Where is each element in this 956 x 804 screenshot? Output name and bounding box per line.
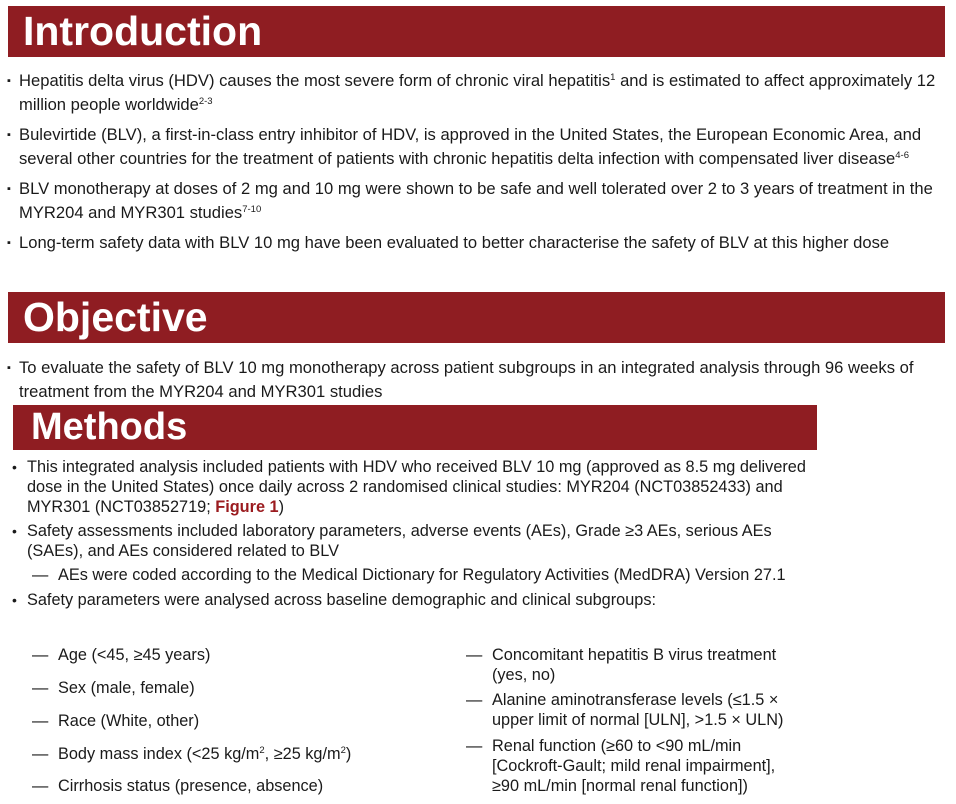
- list-item: ▪ Bulevirtide (BLV), a first-in-class entry inhibitor of HDV, is approved in the United States, the European Economic Area, and several other countries for the treatment of patients with chronic hepatitis delta infection with compensated liver disease$^{4-6}$: [7, 125, 922, 168]
- bullet-icon: ▪: [7, 129, 11, 141]
- dash-icon: —: [32, 566, 49, 584]
- list-item: • Safety assessments included laboratory parameters, adverse events (AEs), Grade ≥3 AEs, serious AEs (SAEs), and AEs considered related to BLV: [12, 522, 772, 560]
- introduction-banner: [8, 6, 945, 57]
- list-item: • Safety parameters were analysed across baseline demographic and clinical subgroups:: [12, 591, 656, 609]
- methods-heading: Methods: [31, 406, 188, 448]
- bullet-icon: ▪: [7, 183, 11, 195]
- methods-list: [0, 457, 820, 614]
- bullet-icon: •: [12, 592, 17, 608]
- introduction-list: [0, 69, 956, 261]
- list-item: • This integrated analysis included patients with HDV who received BLV 10 mg (approved as 8.5 mg delivered dose in the United States) once daily across 2 randomised clinical studies: MYR204 (NCT03852433) and MYR301 (NCT03852719; Figure 1): [12, 458, 806, 516]
- dash-icon: —: [32, 777, 49, 795]
- dash-icon: —: [32, 646, 49, 664]
- bullet-icon: •: [12, 459, 17, 475]
- bullet-icon: ▪: [7, 237, 11, 249]
- objective-heading: Objective: [23, 294, 208, 340]
- dash-icon: —: [466, 646, 483, 664]
- bullet-icon: ▪: [7, 362, 11, 374]
- list-item: ▪ BLV monotherapy at doses of 2 mg and 10 mg were shown to be safe and well tolerated over 2 to 3 years of treatment in the MYR204 and MYR301 studies$^{7-10}$: [7, 179, 933, 222]
- dash-icon: —: [32, 679, 49, 697]
- dash-icon: —: [466, 691, 483, 709]
- sub-list-item: — AEs were coded according to the Medical Dictionary for Regulatory Activities (MedDRA) Version 27.1: [32, 566, 786, 584]
- dash-icon: —: [32, 745, 49, 763]
- list-item: ▪ To evaluate the safety of BLV 10 mg monotherapy across patient subgroups in an integrated analysis through 96 weeks of treatment from the MYR204 and MYR301 studies: [7, 358, 914, 401]
- list-item: ▪ Hepatitis delta virus (HDV) causes the most severe form of chronic viral hepatitis$^1$ and is estimated to affect approximately 12 million people worldwide$^{2-3}$: [7, 71, 936, 114]
- dash-icon: —: [32, 712, 49, 730]
- list-item: ▪ Long-term safety data with BLV 10 mg have been evaluated to better characterise the safety of BLV at this higher dose: [0, 231, 956, 255]
- dash-icon: —: [466, 737, 483, 755]
- objective-list: [0, 356, 956, 410]
- bullet-icon: •: [12, 523, 17, 539]
- objective-banner: [8, 292, 945, 343]
- bullet-icon: ▪: [7, 75, 11, 87]
- introduction-heading: Introduction: [23, 8, 263, 54]
- methods-banner: [13, 405, 817, 450]
- figure-1-link[interactable]: Figure 1: [215, 498, 279, 516]
